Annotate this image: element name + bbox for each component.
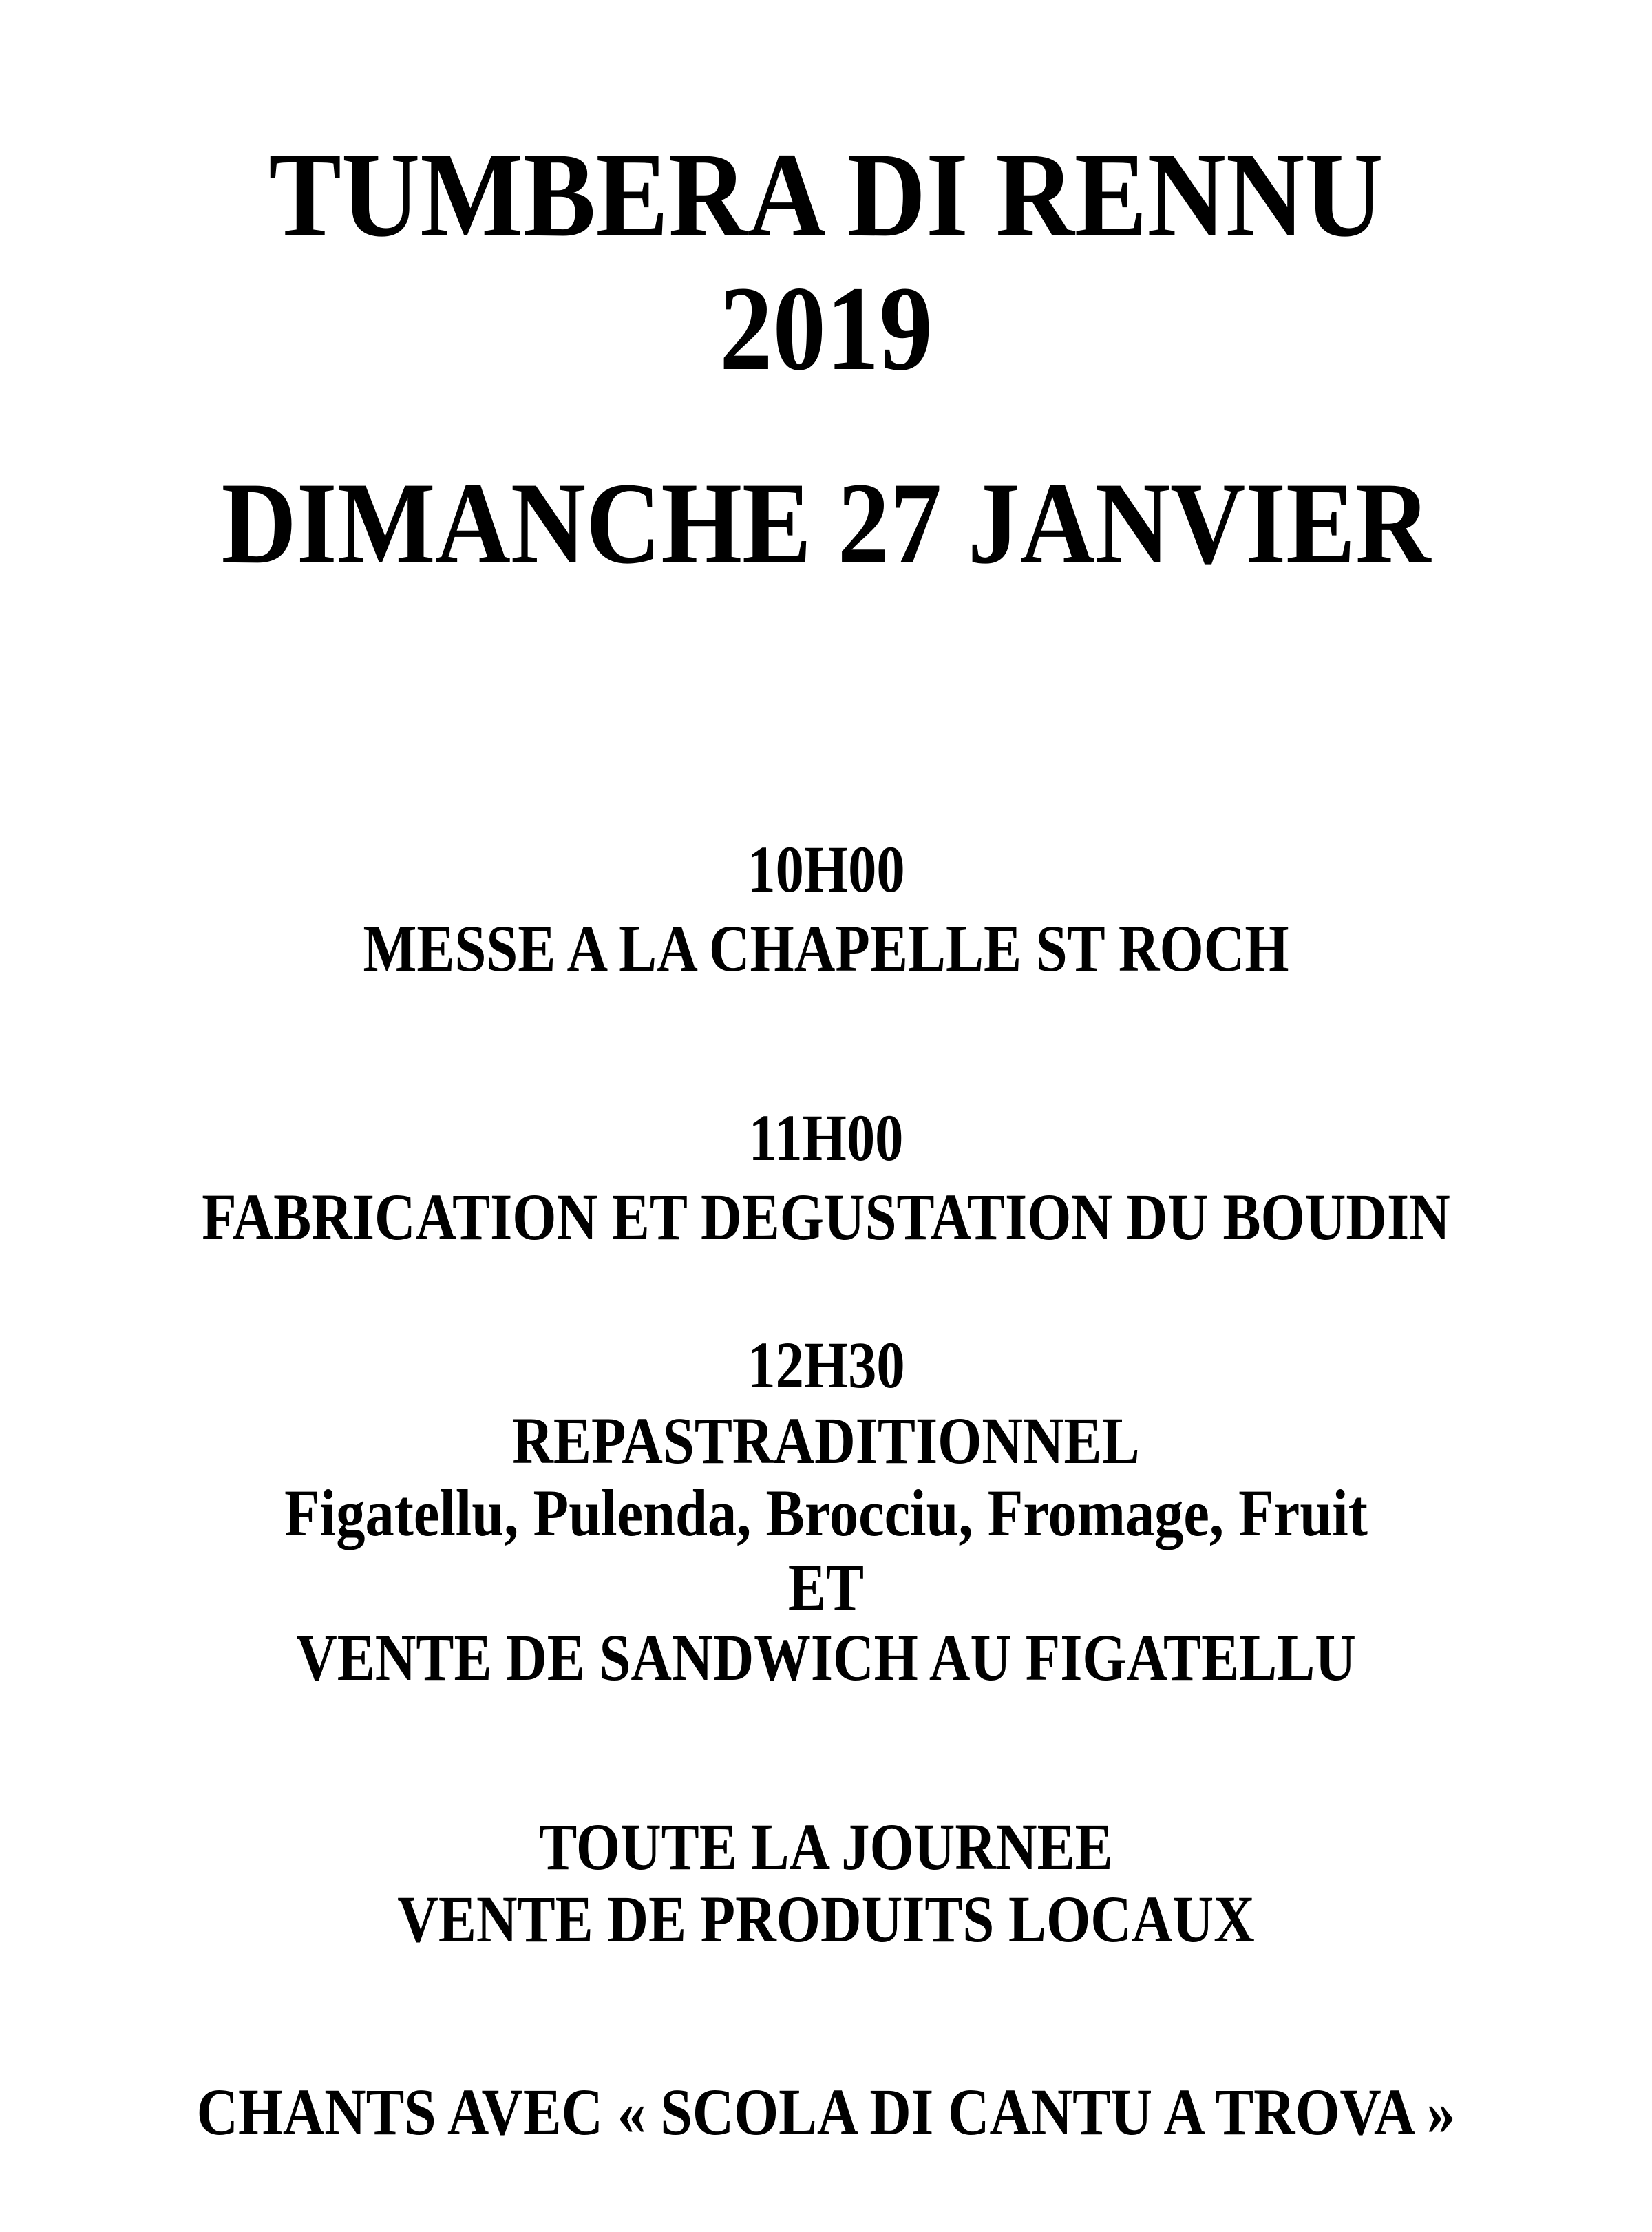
event-date: DIMANCHE 27 JANVIER (221, 459, 1431, 588)
schedule-desc-allday: VENTE DE PRODUITS LOCAUX (397, 1882, 1255, 1956)
schedule-desc-1000: MESSE A LA CHAPELLE ST ROCH (363, 912, 1289, 985)
page-title: TUMBERA DI RENNU (268, 128, 1384, 262)
schedule-desc-1100: FABRICATION ET DEGUSTATION DU BOUDIN (202, 1180, 1450, 1254)
footer-chants: CHANTS AVEC « SCOLA DI CANTU A TROVA » (196, 2075, 1456, 2149)
schedule-time-1100: 11H00 (748, 1101, 904, 1175)
schedule-desc-1230-meal-title: REPASTRADITIONNEL (512, 1404, 1140, 1477)
schedule-desc-1230-menu: Figatellu, Pulenda, Brocciu, Fromage, Fruit (284, 1476, 1368, 1550)
event-year: 2019 (719, 262, 933, 396)
schedule-time-1230: 12H30 (747, 1328, 905, 1402)
schedule-time-1000: 10H00 (747, 832, 905, 906)
schedule-time-allday: TOUTE LA JOURNEE (539, 1810, 1113, 1884)
schedule-desc-1230-sandwich: VENTE DE SANDWICH AU FIGATELLU (296, 1621, 1356, 1694)
schedule-desc-1230-conjunction: ET (787, 1550, 865, 1624)
